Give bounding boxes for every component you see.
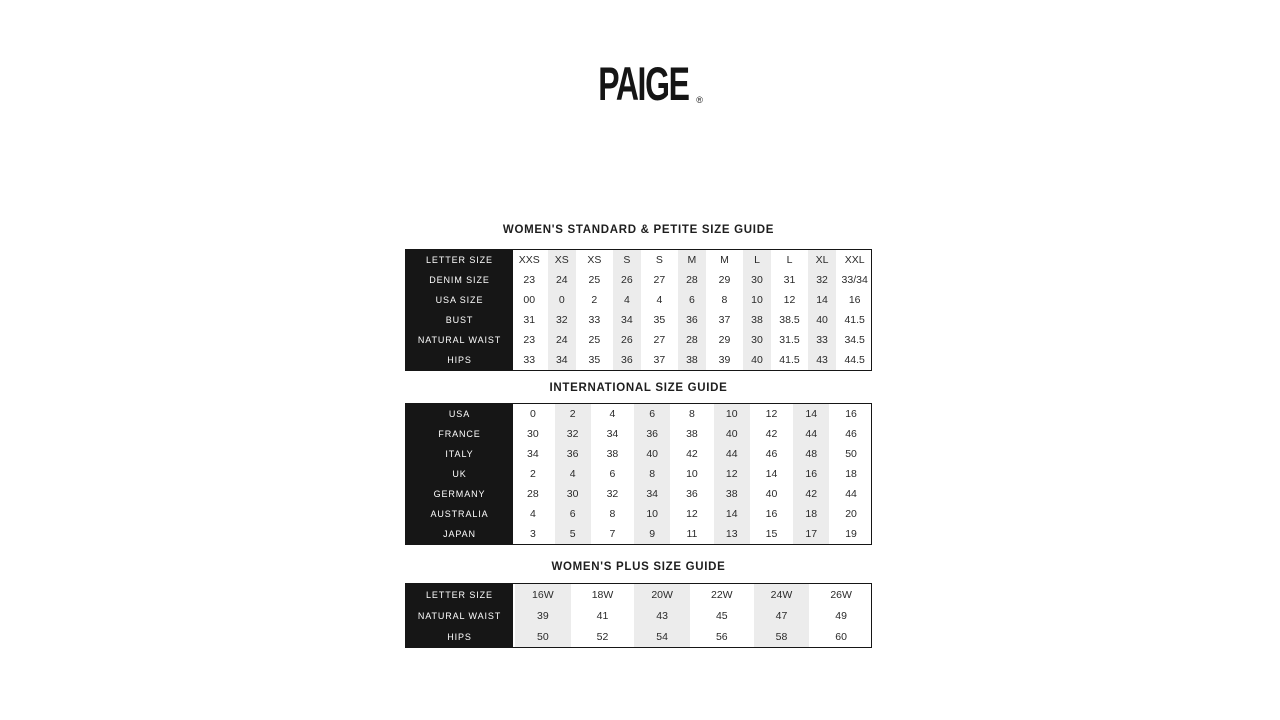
size-cell: 32 [806, 270, 839, 290]
row-label: USA [406, 404, 513, 424]
size-cell: 34 [632, 484, 672, 504]
size-table [405, 249, 872, 371]
row-label: BUST [406, 310, 513, 330]
size-cell: 8 [689, 408, 695, 420]
size-cell: 29 [718, 334, 731, 346]
size-cell: 36 [686, 488, 698, 500]
row-label: LETTER SIZE [406, 584, 513, 605]
size-cell: 19 [845, 528, 857, 540]
size-cell: XS [587, 254, 602, 266]
size-cell: 2 [529, 468, 536, 480]
size-cell: 34 [527, 448, 539, 460]
size-cell: 17 [791, 524, 831, 544]
size-cell: 23 [523, 274, 536, 286]
size-cell: 12 [765, 408, 778, 420]
table-row [406, 605, 871, 626]
size-cell: 20W [632, 584, 692, 605]
size-cell: 38 [741, 310, 774, 330]
size-cell: 41.5 [844, 314, 865, 326]
size-cell: 44 [845, 488, 857, 500]
size-cell: 30 [741, 330, 774, 350]
size-cell: 20 [845, 508, 857, 520]
size-cell: 16 [765, 508, 778, 520]
size-cell: 4 [609, 408, 616, 420]
size-cell: 44 [712, 444, 752, 464]
size-cell: 5 [553, 524, 593, 544]
size-cell: 47 [752, 605, 812, 626]
size-cell: 10 [686, 468, 698, 480]
size-cell: 4 [656, 294, 663, 306]
size-cell: 41 [596, 609, 609, 622]
size-cell: 10 [632, 504, 672, 524]
size-cell: 6 [632, 404, 672, 424]
size-cell: 36 [553, 444, 593, 464]
size-cell: 25 [588, 334, 601, 346]
size-cell: 33 [523, 354, 536, 366]
size-cell: 33 [588, 314, 601, 326]
size-cell: 45 [715, 609, 728, 622]
size-cell: L [786, 254, 793, 266]
size-cell: 14 [712, 504, 752, 524]
size-cell: 34.5 [844, 334, 865, 346]
size-cell: 46 [845, 428, 857, 440]
size-cell: 39 [718, 354, 731, 366]
size-cell: 26 [611, 270, 644, 290]
row-label: USA SIZE [406, 290, 513, 310]
table-row [406, 584, 871, 605]
table-row [406, 350, 871, 370]
size-cell: 12 [783, 294, 796, 306]
size-cell: 44 [791, 424, 831, 444]
table-row [406, 270, 871, 290]
table-row [406, 524, 871, 544]
table-title: WOMEN'S STANDARD & PETITE SIZE GUIDE [502, 224, 775, 236]
size-cell: 28 [676, 270, 709, 290]
size-cell: 52 [596, 630, 609, 643]
size-cell: 58 [752, 626, 812, 647]
table-row [406, 290, 871, 310]
size-cell: 30 [741, 270, 774, 290]
size-cell: 50 [845, 448, 857, 460]
size-cell: 41.5 [779, 354, 800, 366]
size-cell: M [676, 250, 709, 270]
size-cell: 60 [835, 630, 847, 643]
size-cell: 49 [835, 609, 847, 622]
table-row [406, 250, 871, 270]
size-cell: 36 [676, 310, 709, 330]
size-cell: 38 [606, 448, 619, 460]
table-row [406, 504, 871, 524]
size-cell: 54 [632, 626, 692, 647]
size-cell: 34 [611, 310, 644, 330]
size-cell: 16 [791, 464, 831, 484]
size-cell: 42 [686, 448, 698, 460]
size-cell: 40 [765, 488, 778, 500]
size-cell: 26W [830, 588, 852, 601]
size-cell: 38 [712, 484, 752, 504]
row-label: HIPS [406, 350, 513, 370]
size-cell: 27 [653, 334, 666, 346]
size-cell: 36 [632, 424, 672, 444]
size-cell: 43 [806, 350, 839, 370]
size-cell: 2 [591, 294, 598, 306]
size-cell: S [655, 254, 663, 266]
table-row [406, 330, 871, 350]
table-row [406, 444, 871, 464]
size-cell: 16W [513, 584, 573, 605]
size-cell: 8 [609, 508, 616, 520]
size-cell: 10 [712, 404, 752, 424]
size-cell: 2 [553, 404, 593, 424]
row-label: AUSTRALIA [406, 504, 513, 524]
size-cell: 30 [553, 484, 593, 504]
size-cell: 22W [711, 588, 733, 601]
size-cell: 10 [741, 290, 774, 310]
size-cell: 7 [609, 528, 616, 540]
size-cell: 39 [513, 605, 573, 626]
size-cell: 8 [721, 294, 728, 306]
size-cell: 46 [765, 448, 778, 460]
size-cell: 50 [513, 626, 573, 647]
size-cell: 24 [546, 270, 579, 290]
size-cell: 31 [783, 274, 796, 286]
size-cell: M [720, 254, 729, 266]
size-cell: 14 [791, 404, 831, 424]
size-cell: S [611, 250, 644, 270]
size-cell: 25 [588, 274, 601, 286]
size-cell: XL [806, 250, 839, 270]
size-cell: 34 [546, 350, 579, 370]
size-cell: 6 [553, 504, 593, 524]
table-title: WOMEN'S PLUS SIZE GUIDE [551, 561, 726, 573]
size-cell: 30 [527, 428, 539, 440]
size-cell: 38 [676, 350, 709, 370]
size-cell: 40 [712, 424, 752, 444]
size-cell: 12 [686, 508, 698, 520]
table-row [406, 484, 871, 504]
size-cell: 37 [718, 314, 731, 326]
size-cell: XXS [518, 254, 540, 266]
size-cell: 33/34 [841, 274, 868, 286]
size-cell: 6 [676, 290, 709, 310]
row-label: FRANCE [406, 424, 513, 444]
size-cell: 15 [765, 528, 778, 540]
size-cell: 32 [546, 310, 579, 330]
row-label: UK [406, 464, 513, 484]
size-cell: 27 [653, 274, 666, 286]
size-cell: 34 [606, 428, 619, 440]
row-label: JAPAN [406, 524, 513, 544]
size-cell: 31 [523, 314, 536, 326]
row-label: NATURAL WAIST [406, 605, 513, 626]
size-cell: 35 [653, 314, 666, 326]
size-cell: 40 [806, 310, 839, 330]
size-cell: 38 [686, 428, 698, 440]
size-cell: 9 [632, 524, 672, 544]
row-label: NATURAL WAIST [406, 330, 513, 350]
size-cell: 18 [845, 468, 857, 480]
size-table [405, 403, 872, 545]
row-label: GERMANY [406, 484, 513, 504]
size-cell: XS [546, 250, 579, 270]
size-cell: 12 [712, 464, 752, 484]
size-cell: 32 [553, 424, 593, 444]
size-cell: 23 [523, 334, 536, 346]
size-guide-tables [405, 224, 872, 648]
size-cell: 44.5 [844, 354, 865, 366]
registered-trademark-icon: ® [696, 95, 703, 105]
size-cell: L [741, 250, 774, 270]
size-cell: 29 [718, 274, 731, 286]
size-cell: 33 [806, 330, 839, 350]
row-label: LETTER SIZE [406, 250, 513, 270]
size-cell: XXL [844, 254, 865, 266]
brand-logo-text: PAIGE [598, 57, 689, 110]
size-cell: 43 [632, 605, 692, 626]
table-row [406, 310, 871, 330]
size-cell: 32 [606, 488, 619, 500]
size-cell: 18W [591, 588, 614, 601]
size-cell: 6 [609, 468, 616, 480]
table-row [406, 424, 871, 444]
size-cell: 3 [529, 528, 536, 540]
size-cell: 0 [529, 408, 536, 420]
size-cell: 16 [845, 408, 857, 420]
size-cell: 26 [611, 330, 644, 350]
size-cell: 14 [765, 468, 778, 480]
size-cell: 24 [546, 330, 579, 350]
size-cell: 24W [752, 584, 812, 605]
size-cell: 4 [553, 464, 593, 484]
size-cell: 8 [632, 464, 672, 484]
brand-logo [0, 57, 1280, 110]
size-cell: 38.5 [779, 314, 800, 326]
size-table [405, 583, 872, 648]
size-cell: 40 [741, 350, 774, 370]
row-label: DENIM SIZE [406, 270, 513, 290]
size-cell: 37 [653, 354, 666, 366]
size-cell: 16 [848, 294, 861, 306]
size-cell: 36 [611, 350, 644, 370]
size-cell: 18 [791, 504, 831, 524]
size-cell: 28 [527, 488, 539, 500]
size-cell: 42 [765, 428, 778, 440]
size-cell: 00 [523, 294, 536, 306]
size-cell: 14 [806, 290, 839, 310]
row-label: ITALY [406, 444, 513, 464]
size-cell: 35 [588, 354, 601, 366]
size-cell: 28 [676, 330, 709, 350]
size-cell: 4 [611, 290, 644, 310]
size-cell: 11 [686, 528, 698, 540]
table-row [406, 404, 871, 424]
size-cell: 4 [529, 508, 536, 520]
size-cell: 31.5 [779, 334, 800, 346]
size-cell: 13 [712, 524, 752, 544]
size-cell: 56 [715, 630, 728, 643]
table-row [406, 464, 871, 484]
row-label: HIPS [406, 626, 513, 647]
size-cell: 42 [791, 484, 831, 504]
size-cell: 48 [791, 444, 831, 464]
size-cell: 0 [546, 290, 579, 310]
table-title: INTERNATIONAL SIZE GUIDE [549, 382, 728, 394]
table-row [406, 626, 871, 647]
size-cell: 40 [632, 444, 672, 464]
